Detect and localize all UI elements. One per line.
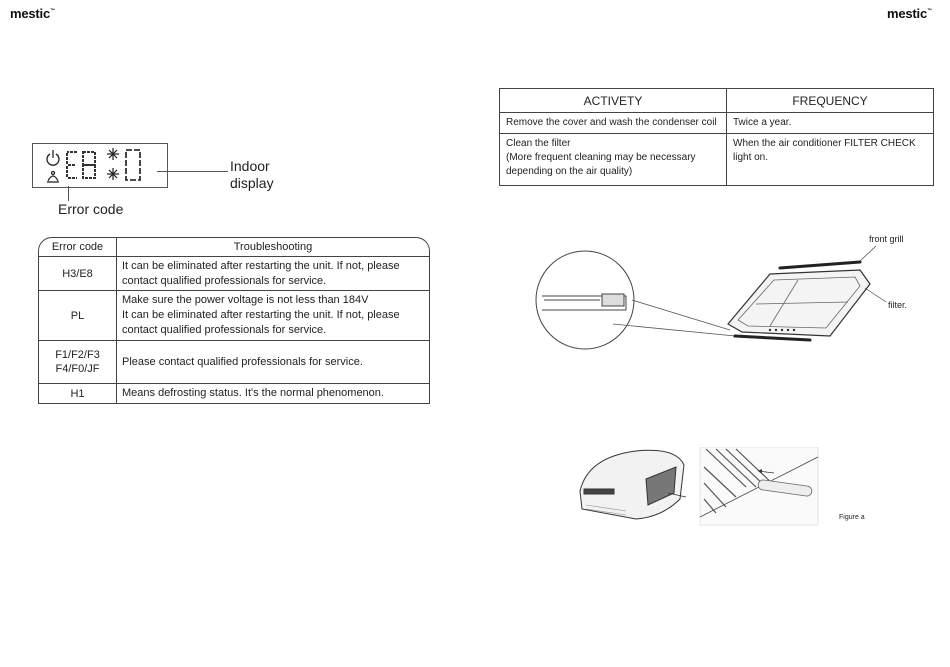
troubleshooting-cell: It can be eliminated after restarting the unit. If not, please contact qualified professionals for service. [122,259,400,287]
brand-logo-right: mestic™ [887,6,932,21]
sun-icon-2 [107,168,119,180]
header-activity: ACTIVETY [500,89,727,113]
table-row [500,113,934,134]
digit-8 [83,152,95,178]
power-icon [47,150,59,165]
lcd-segments [33,144,167,187]
digit-large [126,150,140,180]
troubleshooting-cell: Make sure the power voltage is not less than 184V It can be eliminated after restarting the unit. If not, please contact qualified professionals for service. [122,294,400,336]
activity-cell: Clean the filter (More frequent cleaning may be necessary depending on the air quality) [500,134,727,186]
indoor-display-leader [157,171,228,172]
error-code-table [38,237,430,404]
error-code-cell: F1/F2/F3 F4/F0/JF [39,341,117,383]
table-row [39,256,429,290]
indoor-display-label: Indoor display [230,158,274,191]
activity-cell: Remove the cover and wash the condenser coil [500,113,727,134]
troubleshooting-cell: Please contact qualified professionals for service. [122,355,363,368]
front-grill-label: front grill [869,234,904,244]
frequency-cell: Twice a year. [727,113,934,134]
error-code-leader [68,186,69,201]
header-error-code: Error code [39,238,117,256]
header-troubleshooting: Troubleshooting [233,240,313,253]
table-row [39,290,429,340]
table-row [39,383,429,403]
error-code-cell: H1 [39,384,117,403]
timer-icon [47,172,59,183]
figure-a-caption: Figure a [839,514,865,521]
snowflake-icon-1 [107,148,119,160]
table-header-row [500,89,934,113]
table-row [39,340,429,383]
troubleshooting-cell: Means defrosting status. It's the normal phenomenon. [122,387,384,399]
indoor-display-panel [32,143,168,188]
filter-illustration [530,228,890,368]
error-code-cell: PL [39,291,117,340]
table-header-row [39,238,429,256]
brand-logo-left: mestic™ [10,6,55,21]
table-row [500,134,934,186]
header-frequency: FREQUENCY [727,89,934,113]
frequency-cell: When the air conditioner FILTER CHECK light on. [727,134,934,186]
digit-e [67,152,77,178]
error-code-label: Error code [58,201,124,217]
filter-label: filter. [888,300,908,310]
maintenance-table [499,88,934,186]
error-code-cell: H3/E8 [39,257,117,290]
